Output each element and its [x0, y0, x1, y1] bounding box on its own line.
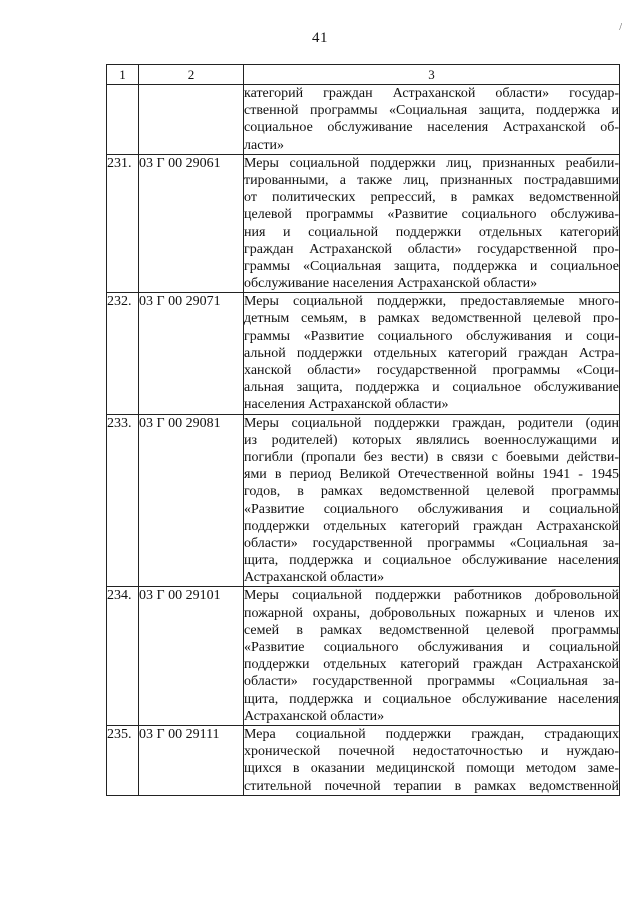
corner-mark: / — [619, 22, 622, 33]
row-description — [244, 293, 620, 414]
description-line: ния и социальной поддержки отдельных категорий — [244, 224, 619, 240]
row-number: 233. — [107, 414, 139, 587]
description-line: «Развитие социального обслуживания и социальной — [244, 640, 619, 655]
row-code: 03 Г 00 29081 — [139, 414, 244, 587]
description-line: альная защита, поддержка и социальное обслуживание — [244, 380, 619, 396]
description-line: граждан Астраханской области» государственной про- — [244, 241, 619, 257]
row-number: 232. — [107, 293, 139, 414]
description-line: граммы «Развитие социального обслуживания и соци- — [244, 328, 619, 344]
row-number: 235. — [107, 725, 139, 795]
description-line: граммы «Социальная защита, поддержка и социальное — [244, 258, 619, 274]
description-line: пожарной охраны, добровольных пожарных и членов их — [244, 605, 619, 621]
row-description — [244, 85, 620, 155]
description-line: целевой программы «Развитие социального обслужива- — [244, 207, 619, 223]
description-line: населения Астраханской области» — [244, 397, 449, 413]
description-line: щихся в оказании медицинской помощи методом заме- — [244, 761, 619, 777]
description-line: щита, поддержка и социальное обслуживание населения — [244, 553, 619, 569]
header-col-1: 1 — [107, 65, 139, 85]
description-line: Меры социальной поддержки, предоставляемые много- — [244, 294, 619, 310]
row-code: 03 Г 00 29071 — [139, 293, 244, 414]
description-line: Астраханской области» — [244, 570, 385, 586]
description-line: категорий граждан Астраханской области» государ- — [244, 86, 619, 101]
row-number: 231. — [107, 154, 139, 293]
description-line: Меры социальной поддержки лиц, признанных реабили- — [244, 155, 619, 171]
description-line: детным семьям, в рамках ведомственной целевой про- — [244, 311, 619, 327]
row-description — [244, 725, 620, 795]
row-description — [244, 154, 620, 293]
description-line: «Развитие социального обслуживания и социальной — [244, 501, 619, 517]
description-line: щита, поддержка и социальное обслуживание населения — [244, 691, 619, 707]
row-description — [244, 587, 620, 726]
description-line: Астраханской области» — [244, 708, 385, 724]
description-line: поддержки отдельных категорий граждан Астраханской — [244, 657, 619, 673]
description-line: области» государственной программы «Социальная за- — [244, 674, 619, 690]
description-line: социальное обслуживание населения Астраханской об- — [244, 120, 619, 136]
description-line: ханской области» государственной программы «Соци- — [244, 363, 619, 378]
description-line: от политических репрессий, в рамках ведомственной — [244, 190, 619, 206]
budget-classification-table — [106, 64, 620, 796]
page-number: 41 — [312, 30, 328, 46]
description-line: хронической почечной недостаточностью и нуждаю- — [244, 744, 619, 760]
table-row-233 — [107, 414, 620, 587]
description-line: погибли (пропали без вести) в связи с боевыми действи- — [244, 449, 619, 465]
description-line: альной поддержки отдельных категорий граждан Астра- — [244, 345, 619, 361]
row-code: 03 Г 00 29061 — [139, 154, 244, 293]
table-row-231 — [107, 154, 620, 293]
description-line: обслуживание населения Астраханской области» — [244, 276, 538, 292]
table-row-234 — [107, 587, 620, 726]
header-col-3: 3 — [244, 65, 620, 85]
row-description — [244, 414, 620, 587]
row-number-cell — [107, 85, 139, 155]
description-line: ями в период Великой Отечественной войны 1941 - 1945 — [244, 467, 619, 483]
description-line: Мера социальной поддержки граждан, страдающих — [244, 726, 619, 742]
row-code: 03 Г 00 29101 — [139, 587, 244, 726]
row-number: 234. — [107, 587, 139, 726]
description-line: ственной программы «Социальная защита, поддержка и — [244, 103, 619, 119]
description-line: годов, в рамках ведомственной целевой программы — [244, 484, 619, 500]
description-line: стительной почечной терапии в рамках ведомственной — [244, 778, 619, 794]
description-line: Меры социальной поддержки работников добровольной — [244, 588, 619, 604]
description-line: ласти» — [244, 137, 285, 153]
table-row-232 — [107, 293, 620, 414]
table-row-continuation — [107, 85, 620, 155]
header-col-2: 2 — [139, 65, 244, 85]
description-line: из родителей) которых являлись военнослужащими и — [244, 432, 619, 448]
description-line: тированными, а также лиц, признанных пострадавшими — [244, 172, 619, 188]
description-line: семей в рамках ведомственной целевой программы — [244, 622, 619, 638]
row-code: 03 Г 00 29111 — [139, 725, 244, 795]
description-line: области» государственной программы «Социальная за- — [244, 535, 619, 551]
table-row-235 — [107, 725, 620, 795]
table-header-row — [107, 65, 620, 85]
row-code-cell — [139, 85, 244, 155]
description-line: поддержки отдельных категорий граждан Астраханской — [244, 518, 619, 534]
description-line: Меры социальной поддержки граждан, родители (один — [244, 415, 619, 431]
